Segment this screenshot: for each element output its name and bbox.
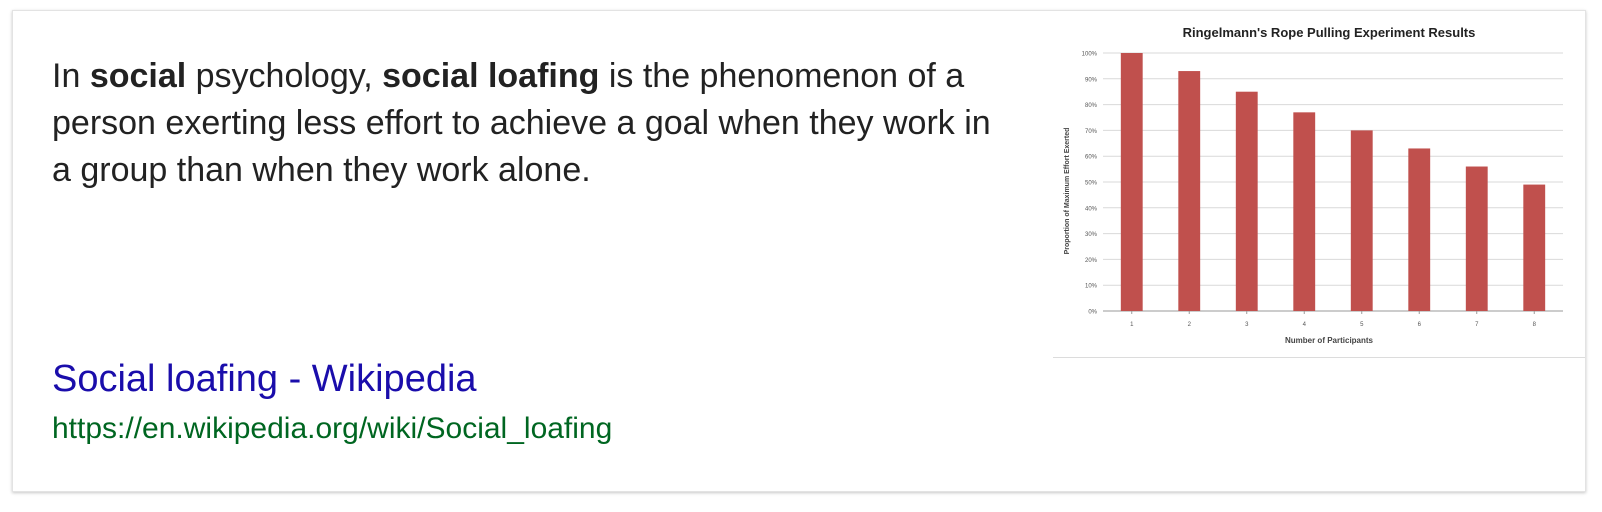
- chart-y-ticks: [1082, 52, 1098, 316]
- snippet-text-2: psychology,: [186, 57, 383, 95]
- bar-1: [1121, 53, 1143, 311]
- result-title-link[interactable]: Social loafing - Wikipedia: [52, 358, 477, 400]
- x-tick-label: 4: [1302, 322, 1306, 328]
- y-tick-label: 20%: [1084, 257, 1097, 264]
- bar-8: [1523, 185, 1545, 311]
- answer-card: [12, 10, 1586, 492]
- snippet-bold-2: social loafing: [382, 57, 600, 95]
- y-tick-label: 10%: [1084, 283, 1097, 290]
- y-tick-label: 0%: [1088, 309, 1097, 316]
- chart-gridlines: [1103, 53, 1563, 311]
- y-tick-label: 40%: [1084, 206, 1097, 213]
- chart-y-axis-label: Proportion of Maximum Effort Exerted: [1064, 127, 1071, 255]
- y-tick-label: 90%: [1084, 77, 1097, 84]
- snippet-text-1: In: [52, 57, 90, 95]
- y-tick-label: 80%: [1084, 103, 1097, 110]
- chart-thumbnail[interactable]: [1053, 11, 1585, 358]
- x-tick-label: 2: [1187, 322, 1191, 328]
- y-tick-label: 100%: [1081, 51, 1097, 58]
- bar-6: [1408, 148, 1430, 311]
- x-tick-label: 6: [1417, 322, 1421, 328]
- bar-chart: [1053, 11, 1585, 357]
- bar-5: [1351, 130, 1373, 311]
- y-tick-label: 30%: [1084, 232, 1097, 239]
- y-tick-label: 70%: [1084, 128, 1097, 135]
- x-tick-label: 8: [1532, 322, 1536, 328]
- y-tick-label: 60%: [1084, 154, 1097, 161]
- x-tick-label: 5: [1360, 322, 1364, 328]
- x-tick-label: 1: [1130, 322, 1134, 328]
- snippet-bold-1: social: [89, 57, 187, 95]
- bar-3: [1236, 92, 1258, 311]
- bar-2: [1178, 71, 1200, 311]
- chart-x-axis-label: Number of Participants: [1284, 336, 1374, 345]
- bar-4: [1293, 112, 1315, 311]
- chart-x-ticks: [1130, 311, 1537, 328]
- bar-7: [1466, 167, 1488, 311]
- x-tick-label: 7: [1475, 322, 1479, 328]
- result-url: https://en.wikipedia.org/wiki/Social_loafing: [52, 412, 613, 445]
- chart-title: Ringelmann's Rope Pulling Experiment Results: [1182, 25, 1476, 40]
- x-tick-label: 3: [1245, 322, 1249, 328]
- y-tick-label: 50%: [1084, 180, 1097, 187]
- snippet-text-3: is the phenomenon of a person exerting less effort to achieve a goal when they work in a group than when they work alone.: [52, 57, 991, 189]
- featured-snippet-text: [52, 53, 1012, 194]
